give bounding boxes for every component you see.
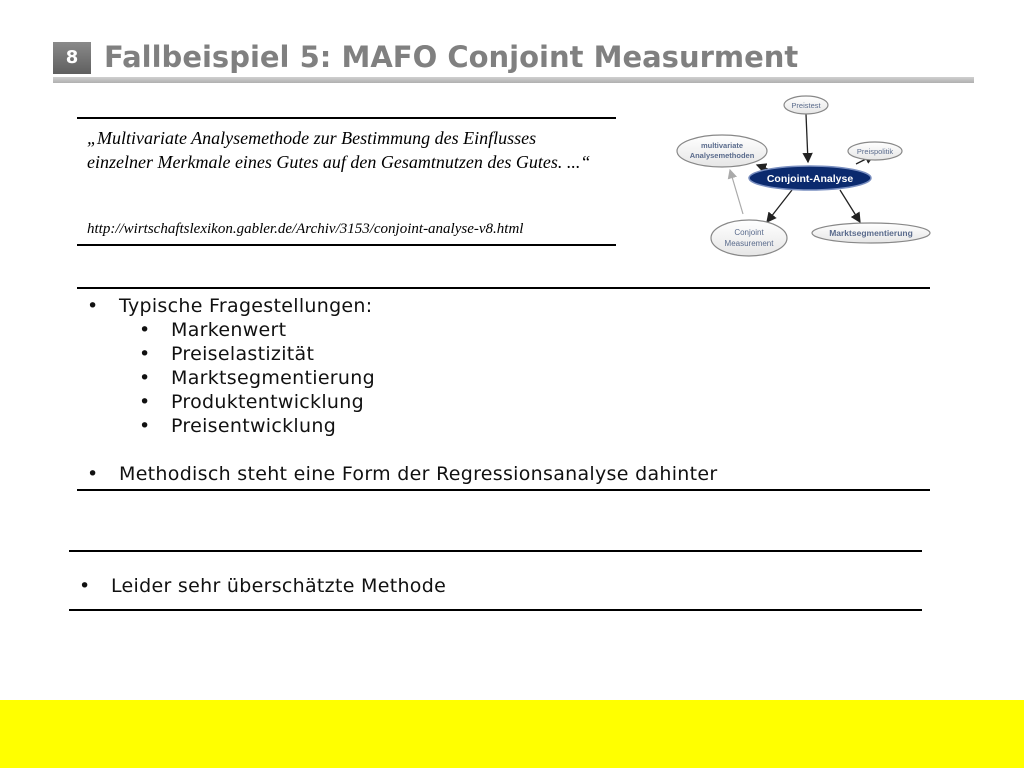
slide-number-badge: 8 <box>53 42 91 74</box>
node-conjoint-measurement <box>711 220 787 256</box>
bullet-marker: • <box>139 319 151 341</box>
definition-quote-box <box>77 117 616 246</box>
bullet-marker: • <box>139 391 151 413</box>
source-link[interactable]: http://wirtschaftslexikon.gabler.de/Archiv/3153/conjoint-analyse-v8.html <box>87 221 524 237</box>
node-conjoint-measurement-label-1: Conjoint <box>734 228 764 237</box>
arrow-conjoint-to-multivariate <box>730 170 743 214</box>
list-item-text: Markenwert <box>171 319 287 341</box>
node-conjoint-measurement-label-2: Measurement <box>724 239 774 248</box>
list-item-text: Produktentwicklung <box>171 391 364 413</box>
arrow-preistest <box>806 114 808 162</box>
node-multivariate-label-1: multivariate <box>700 141 744 150</box>
questions-box <box>77 287 930 491</box>
node-conjoint-analyse-label: Conjoint-Analyse <box>766 173 854 185</box>
node-marktsegmentierung-label: Marktsegmentierung <box>829 228 913 238</box>
list-heading-text: Typische Fragestellungen: <box>119 295 373 317</box>
title-underline <box>53 77 974 83</box>
footer-bar <box>0 700 1024 768</box>
arrow-marktsegmentierung <box>840 190 860 222</box>
bullet-marker: • <box>79 575 91 597</box>
node-multivariate-label-2: Analysemethoden <box>689 151 755 160</box>
note-text: Leider sehr überschätzte Methode <box>111 575 447 597</box>
bullet-marker: • <box>87 463 99 485</box>
list-item-text: Preisentwicklung <box>171 415 337 437</box>
arrow-conjoint <box>767 190 792 222</box>
conjoint-concept-diagram <box>670 92 940 267</box>
definition-quote-text: „Multivariate Analysemethode zur Bestimmung des Einflusses einzelner Merkmale eines Gutes auf den Gesamtnutzen des Gutes. ...“ <box>87 128 591 172</box>
list-item-text: Marktsegmentierung <box>171 367 375 389</box>
list-item-text: Preiselastizität <box>171 343 315 365</box>
list-closing-text: Methodisch steht eine Form der Regressionsanalyse dahinter <box>119 463 718 485</box>
bullet-marker: • <box>139 343 151 365</box>
node-preistest-label: Preistest <box>791 101 821 110</box>
bullet-marker: • <box>139 367 151 389</box>
slide-title: Fallbeispiel 5: MAFO Conjoint Measurment <box>104 40 799 74</box>
bullet-marker: • <box>87 295 99 317</box>
node-preispolitik-label: Preispolitik <box>856 147 894 156</box>
bullet-marker: • <box>139 415 151 437</box>
